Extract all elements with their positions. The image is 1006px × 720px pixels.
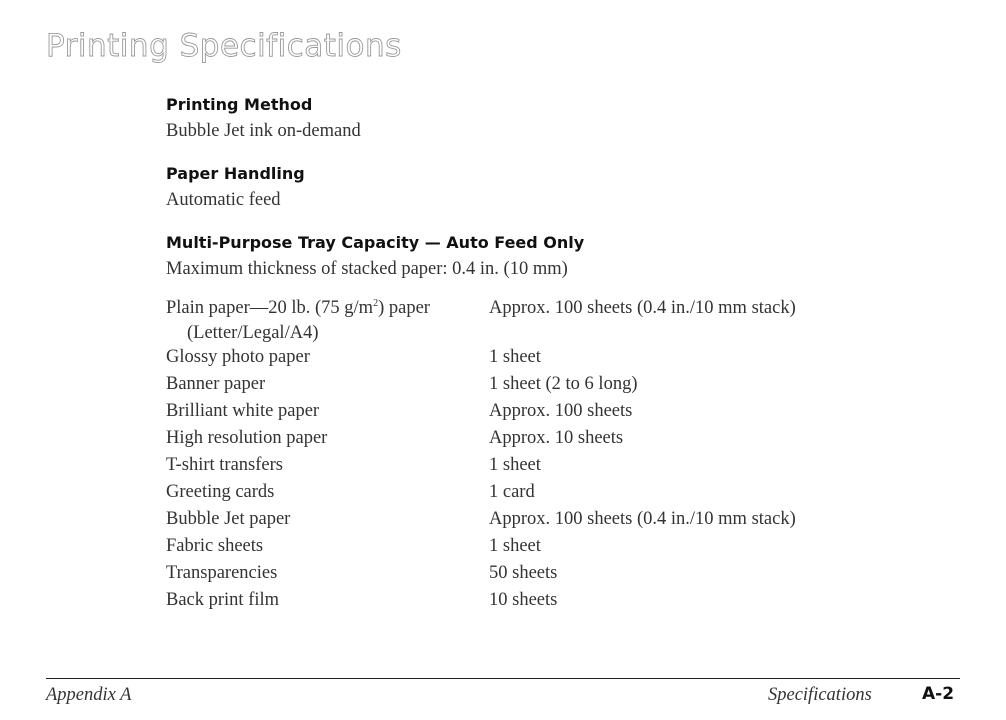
- table-cell-item: Bubble Jet paper: [166, 509, 291, 529]
- table-cell-value: Approx. 100 sheets: [489, 401, 633, 421]
- plain-paper-label-suffix: ) paper: [378, 298, 430, 318]
- table-row: [166, 425, 796, 452]
- footer-page-number: A-2: [922, 684, 955, 704]
- table-cell-item-continuation: (Letter/Legal/A4): [187, 323, 319, 343]
- table-cell-item: [166, 295, 489, 322]
- table-cell-item: Back print film: [166, 590, 280, 610]
- table-cell-value: 1 sheet (2 to 6 long): [489, 374, 638, 394]
- plain-paper-label: Plain paper—20 lb. (75 g/m: [166, 298, 374, 318]
- table-cell-value: 1 sheet: [489, 536, 541, 556]
- table-cell-item: Brilliant white paper: [166, 401, 320, 421]
- table-row: [166, 560, 796, 587]
- capacity-table: [166, 295, 796, 614]
- footer-rule: [46, 678, 960, 679]
- footer-chapter: Appendix A: [46, 685, 132, 705]
- table-cell-value: 1 sheet: [489, 455, 541, 475]
- section-heading-printing-method: Printing Method: [166, 95, 313, 114]
- table-cell-value: Approx. 100 sheets (0.4 in./10 mm stack): [489, 509, 796, 529]
- table-row: [166, 344, 796, 371]
- table-cell-value: [489, 322, 796, 344]
- table-cell-item: Banner paper: [166, 374, 266, 394]
- section-body-paper-handling: Automatic feed: [166, 190, 281, 210]
- table-cell-item: T-shirt transfers: [166, 455, 283, 475]
- superscript: 2: [373, 297, 379, 309]
- table-row: [166, 587, 796, 614]
- table-cell-value: 10 sheets: [489, 590, 558, 610]
- table-row: [166, 398, 796, 425]
- table-cell-value: 1 card: [489, 482, 535, 502]
- table-cell-item: Fabric sheets: [166, 536, 264, 556]
- table-row: [166, 452, 796, 479]
- table-cell-item: Transparencies: [166, 563, 278, 583]
- table-row: [166, 506, 796, 533]
- footer-section: Specifications: [768, 685, 872, 705]
- section-body-printing-method: Bubble Jet ink on-demand: [166, 121, 361, 141]
- section-heading-tray-capacity: Multi-Purpose Tray Capacity — Auto Feed Only: [166, 233, 585, 252]
- table-cell-value: Approx. 100 sheets (0.4 in./10 mm stack): [489, 298, 796, 318]
- table-row: [166, 371, 796, 398]
- table-cell-item: High resolution paper: [166, 428, 328, 448]
- table-cell-item: Greeting cards: [166, 482, 275, 502]
- table-cell-item: Glossy photo paper: [166, 347, 310, 367]
- table-row: [166, 479, 796, 506]
- table-cell-value: 50 sheets: [489, 563, 558, 583]
- spec-content: [166, 94, 966, 614]
- table-cell-value: 1 sheet: [489, 347, 541, 367]
- table-row: [166, 533, 796, 560]
- page-title: Printing Specifications: [46, 28, 402, 64]
- section-body-tray-capacity: Maximum thickness of stacked paper: 0.4 in. (10 mm): [166, 259, 568, 279]
- table-cell-value: Approx. 10 sheets: [489, 428, 624, 448]
- table-row: [166, 322, 796, 344]
- section-heading-paper-handling: Paper Handling: [166, 164, 305, 183]
- table-row: [166, 295, 796, 322]
